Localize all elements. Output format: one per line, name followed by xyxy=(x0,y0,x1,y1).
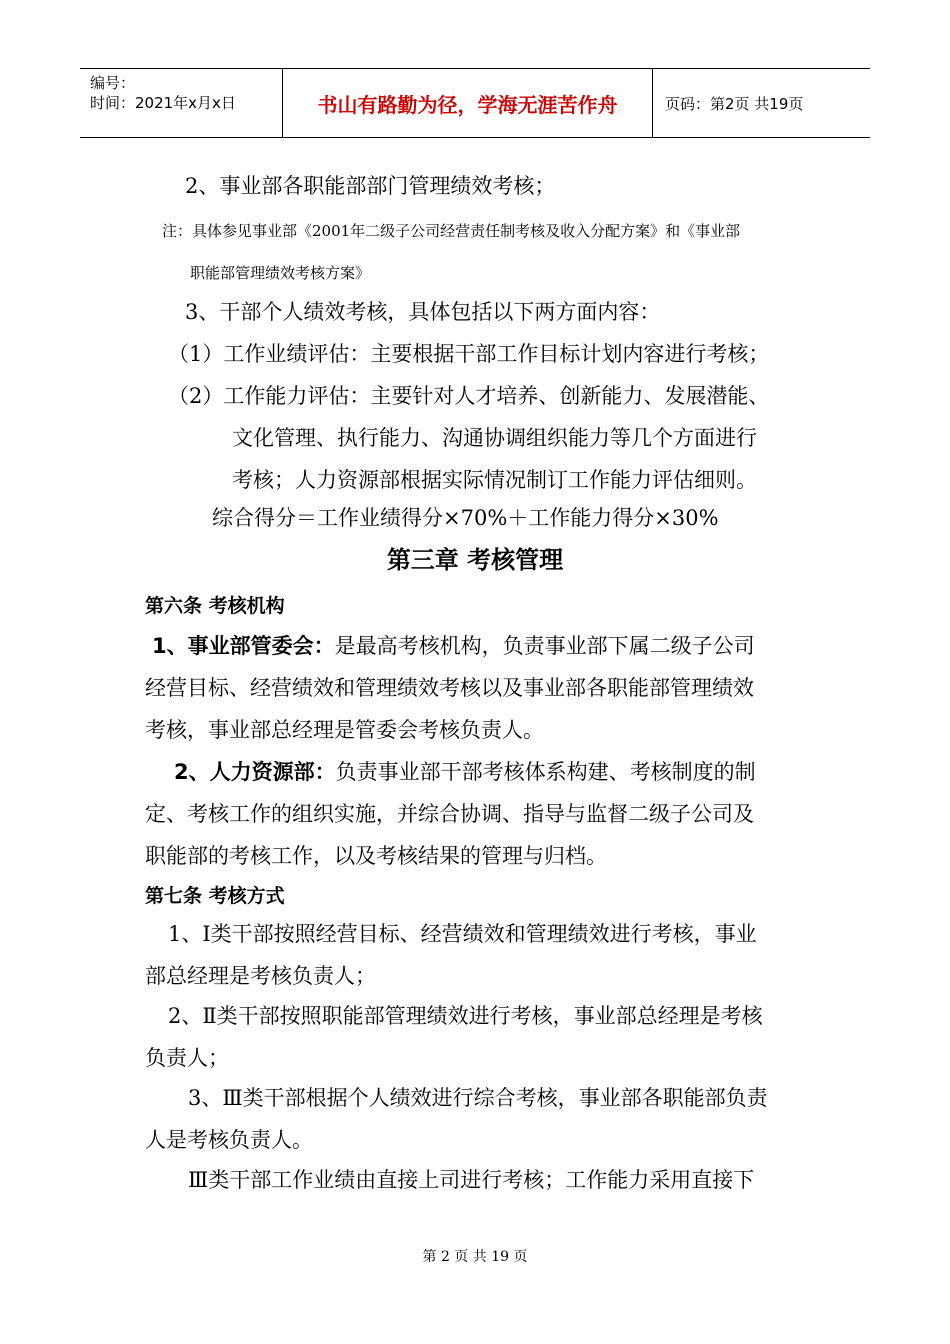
body-line: （2）工作能力评估：主要针对人才培养、创新能力、发展潜能、 xyxy=(168,384,770,408)
term-label: 1、事业部管委会： xyxy=(152,634,335,658)
number-label: 编号： xyxy=(90,74,136,92)
page-footer: 第 2 页 共 19 页 xyxy=(422,1249,528,1265)
body-line: 2、事业部各职能部部门管理绩效考核； xyxy=(185,174,556,198)
body-line: （1）工作业绩评估：主要根据干部工作目标计划内容进行考核； xyxy=(168,342,770,366)
formula-line: 综合得分＝工作业绩得分×70%＋工作能力得分×30% xyxy=(212,506,719,530)
body-line: 职能部的考核工作，以及考核结果的管理与归档。 xyxy=(145,844,607,868)
body-line: 考核，事业部总经理是管委会考核负责人。 xyxy=(145,718,544,742)
header-page-info: 页码：第2页 共19页 xyxy=(665,94,804,113)
body-line: 3、Ⅲ类干部根据个人绩效进行综合考核，事业部各职能部负责 xyxy=(188,1086,768,1110)
body-line: 定、考核工作的组织实施，并综合协调、指导与监督二级子公司及 xyxy=(145,802,754,826)
header-motto: 书山有路勤为径，学海无涯苦作舟 xyxy=(283,69,653,137)
body-line: 经营目标、经营绩效和管理绩效考核以及事业部各职能部管理绩效 xyxy=(145,676,754,700)
note-line: 注：具体参见事业部《2001年二级子公司经营责任制考核及收入分配方案》和《事业部 xyxy=(162,222,741,240)
time-label: 时间：2021年x月x日 xyxy=(90,94,236,112)
body-line: 部总经理是考核负责人； xyxy=(145,964,376,988)
term-label: 2、人力资源部： xyxy=(174,760,336,784)
header-table xyxy=(80,68,870,138)
body-line: 文化管理、执行能力、沟通协调组织能力等几个方面进行 xyxy=(232,426,757,450)
header-meta xyxy=(80,69,283,137)
chapter-title: 第三章 考核管理 xyxy=(386,546,564,574)
body-line: Ⅲ类干部工作业绩由直接上司进行考核；工作能力采用直接下 xyxy=(188,1168,755,1192)
body-line xyxy=(174,758,756,786)
article-heading: 第七条 考核方式 xyxy=(145,885,285,907)
article-heading: 第六条 考核机构 xyxy=(145,595,285,617)
body-line xyxy=(152,632,755,660)
body-line: 负责人； xyxy=(145,1046,229,1070)
body-line: 人是考核负责人。 xyxy=(145,1128,313,1152)
term-text: 是最高考核机构，负责事业部下属二级子公司 xyxy=(334,634,755,658)
body-line: 1、Ⅰ类干部按照经营目标、经营绩效和管理绩效进行考核，事业 xyxy=(168,922,757,946)
note-line: 职能部管理绩效考核方案》 xyxy=(190,264,371,282)
body-line: 2、Ⅱ类干部按照职能部管理绩效进行考核，事业部总经理是考核 xyxy=(168,1004,763,1028)
term-text: 负责事业部干部考核体系构建、考核制度的制 xyxy=(335,760,756,784)
body-line: 考核；人力资源部根据实际情况制订工作能力评估细则。 xyxy=(232,468,757,492)
body-line: 3、干部个人绩效考核，具体包括以下两方面内容： xyxy=(185,300,661,324)
